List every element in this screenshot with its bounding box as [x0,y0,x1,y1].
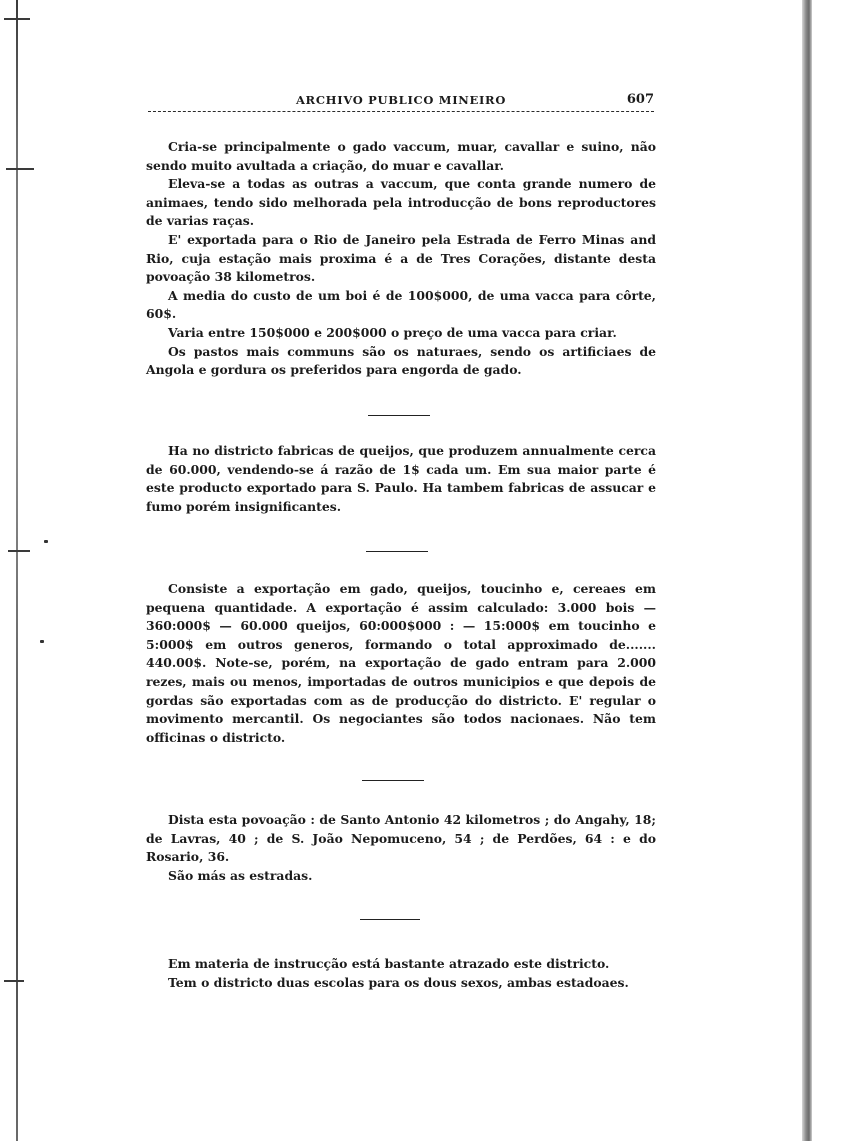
paragraph: Consiste a exportação em gado, queijos, toucinho e, cereaes em pequena quantidade. A exportação é assim calculado: 3.000 bois — 360:000$ — 60.000 queijos, 60:000$000 : — 15:000$ em toucinho e 5:000$ em outros generos, formando o total approximado de....... 440.00$. Note-se, porém, na exportação de gado entram para 2.000 rezes, mais ou menos, importadas de outros municipios e que depois de gordas são exportadas com as de producção do districto. E' regular o movimento mercantil. Os negociantes são todos nacionaes. Não tem officinas o districto. [146,581,656,745]
scan-mark [6,168,34,170]
page-number: 607 [626,92,654,107]
section-distances [146,811,656,885]
paragraph: E' exportada para o Rio de Janeiro pela Estrada de Ferro Minas and Rio, cuja estação mais proxima é a de Tres Corações, distante desta povoação 38 kilometros. [146,231,656,285]
section-divider [362,780,424,781]
paragraph: Os pastos mais communs são os naturaes, sendo os artificiaes de Angola e gordura os preferidos para engorda de gado. [146,343,656,378]
paragraph: A media do custo de um boi é de 100$000, de uma vacca para côrte, 60$. [146,287,656,322]
section-industry [146,442,656,516]
paragraph: Em materia de instrucção está bastante atrazado este districto. [168,956,610,971]
scan-speck [44,540,48,543]
paragraph: Varia entre 150$000 e 200$000 o preço de uma vacca para criar. [168,324,617,340]
paragraph: Dista esta povoação : de Santo Antonio 42 kilometros ; do Angahy, 18; de Lavras, 40 ; de S. João Nepomuceno, 54 ; de Perdões, 64 : e do Rosario, 36. [146,812,656,865]
scan-mark [4,18,30,20]
page-header [148,93,654,115]
section-education [146,955,656,992]
scan-speck [40,640,44,643]
scan-edge-left [16,0,18,1141]
scan-edge-right [802,0,812,1141]
section-exports [146,580,656,747]
section-divider [360,919,420,920]
section-divider [368,415,430,416]
section-divider [366,551,428,552]
paragraph: Ha no districto fabricas de queijos, que produzem annualmente cerca de 60.000, vendendo-se á razão de 1$ cada um. Em sua maior parte é este producto exportado para S. Paulo. Ha tambem fabricas de assucar e fumo porém insignificantes. [146,443,656,514]
paragraph: São más as estradas. [168,867,313,883]
paragraph: Cria-se principalmente o gado vaccum, muar, cavallar e suino, não sendo muito avultada a criação, do muar e cavallar. [146,139,656,173]
running-head: ARCHIVO PUBLICO MINEIRO [295,93,507,107]
section-livestock [146,138,656,380]
paragraph: Tem o districto duas escolas para os dous sexos, ambas estadoaes. [168,974,629,990]
header-rule [148,111,654,112]
scan-mark [4,980,24,982]
paragraph: Eleva-se a todas as outras a vaccum, que conta grande numero de animaes, tendo sido melhorada pela introducção de bons reproductores de varias raças. [146,176,656,229]
scan-mark [8,550,30,552]
